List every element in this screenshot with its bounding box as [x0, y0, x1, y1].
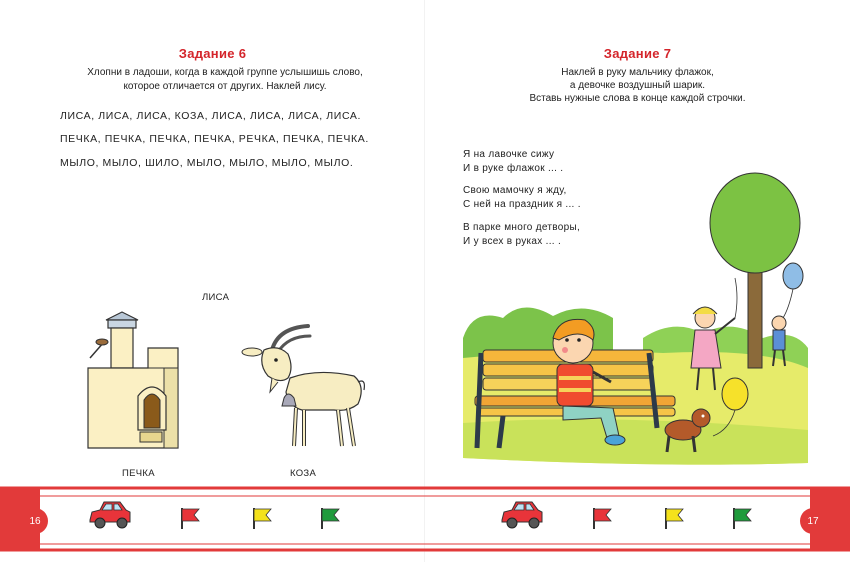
word-row-lisa: ЛИСА, ЛИСА, ЛИСА, КОЗА, ЛИСА, ЛИСА, ЛИСА, ЛИСА. — [60, 110, 362, 122]
red-flag-icon — [178, 506, 202, 530]
task-7-instruction-line-3: Вставь нужные слова в конце каждой строчки. — [529, 93, 746, 104]
poem-line-2: И в руке флажок ... . — [463, 163, 564, 174]
poem-line-5: В парке много детворы, — [463, 222, 581, 233]
task-6-instruction-line-1: Хлопни в ладоши, когда в каждой группе услышишь слово, — [87, 67, 363, 78]
task-7-title: Задание 7 — [603, 46, 672, 61]
word-row-pechka: ПЕЧКА, ПЕЧКА, ПЕЧКА, ПЕЧКА, РЕЧКА, ПЕЧКА, ПЕЧКА. — [60, 133, 369, 145]
park-scene-illustration — [463, 168, 823, 473]
yellow-flag-icon — [662, 506, 686, 530]
task-7-instruction-line-2: а девочке воздушный шарик. — [569, 80, 706, 91]
word-row-mylo: МЫЛО, МЫЛО, ШИЛО, МЫЛО, МЫЛО, МЫЛО, МЫЛО. — [60, 157, 354, 169]
task-6-instruction-line-2: которое отличается от других. Наклей лису. — [123, 81, 327, 92]
green-flag-icon — [730, 506, 754, 530]
poem-line-3: Свою мамочку я жду, — [463, 185, 567, 196]
yellow-flag-icon — [250, 506, 274, 530]
poem-line-1: Я на лавочке сижу — [463, 149, 555, 160]
task-6-title: Задание 6 — [178, 46, 247, 61]
goat-illustration — [238, 320, 373, 455]
poem-line-4: С ней на праздник я ... . — [463, 199, 581, 210]
green-flag-icon — [318, 506, 342, 530]
car-icon — [86, 500, 132, 530]
car-icon — [498, 500, 544, 530]
sticker-label-lisa: ЛИСА — [202, 292, 230, 303]
caption-koza: КОЗА — [290, 468, 317, 479]
red-flag-icon — [590, 506, 614, 530]
page-number-left: 16 — [22, 508, 48, 534]
caption-pechka: ПЕЧКА — [122, 468, 155, 479]
page-number-right: 17 — [800, 508, 826, 534]
stove-illustration — [78, 308, 198, 458]
task-7-instruction-line-1: Наклей в руку мальчику флажок, — [561, 67, 714, 78]
poem-line-6: И у всех в руках ... . — [463, 236, 562, 247]
